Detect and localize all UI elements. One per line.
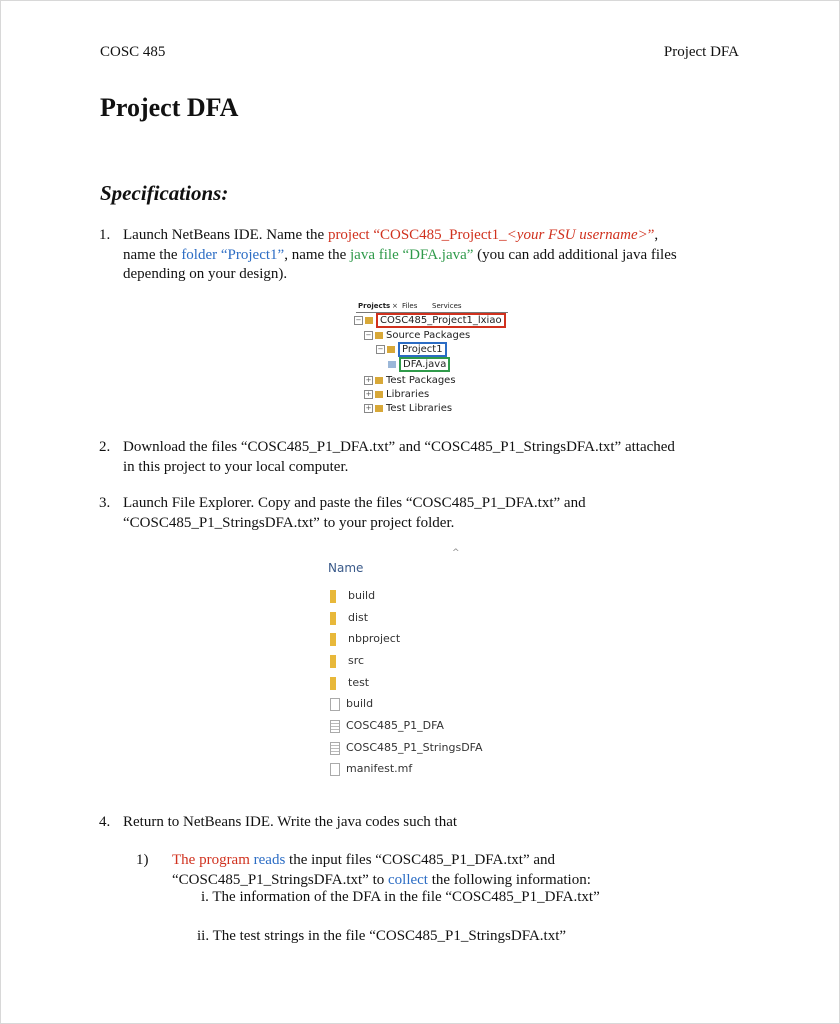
package-name: Project1 (398, 342, 447, 357)
tree-test-packages[interactable]: + Test Packages (365, 375, 456, 386)
expand-icon[interactable]: + (365, 389, 372, 398)
package-folder-icon (375, 377, 383, 384)
library-icon (375, 405, 383, 412)
package-icon (387, 346, 395, 353)
step-2: 2. Download the files “COSC485_P1_DFA.txt” and “COSC485_P1_StringsDFA.txt” attached in this project to your local computer. (99, 439, 675, 475)
step-number: 1. (99, 227, 111, 243)
expand-icon[interactable]: + (365, 375, 372, 384)
list-item[interactable]: manifest.mf (330, 762, 412, 780)
step-number: 3. (99, 495, 111, 511)
tree-source-packages[interactable]: − Source Packages (365, 330, 471, 341)
netbeans-project-tree (354, 300, 510, 418)
list-item[interactable]: COSC485_P1_DFA (330, 719, 444, 737)
tab-files[interactable]: Files (402, 302, 418, 310)
tree-java-file[interactable] (388, 359, 450, 370)
step-number: 2. (99, 439, 111, 455)
text-file-icon (330, 720, 340, 733)
project-name: COSC485_Project1_lxiao (376, 313, 506, 328)
file-explorer-list (326, 548, 516, 784)
step-4-sub-1: 1) The program reads the input files “COSC485_P1_DFA.txt” and “COSC485_P1_StringsDFA.txt” to collect the following information: (136, 852, 591, 888)
collapse-icon[interactable]: − (355, 315, 362, 324)
step-1 (99, 226, 739, 285)
tree-libraries[interactable]: + Libraries (365, 389, 430, 400)
folder-icon (330, 612, 336, 625)
list-item[interactable]: nbproject (330, 632, 400, 650)
sub-item-ii: ii. The test strings in the file “COSC485_P1_StringsDFA.txt” (197, 928, 567, 944)
step-3: 3. Launch File Explorer. Copy and paste the files “COSC485_P1_DFA.txt” and “COSC485_P1_StringsDFA.txt” to your project folder. (99, 495, 586, 531)
sub-item-i: i. The information of the DFA in the file “COSC485_P1_DFA.txt” (201, 889, 600, 905)
step-1-line-1: Launch NetBeans IDE. Name the project “COSC485_Project1_<your FSU username>”, (123, 227, 659, 243)
library-icon (375, 391, 383, 398)
java-file-name: DFA.java (399, 357, 450, 372)
package-folder-icon (375, 332, 383, 339)
folder-icon (330, 677, 336, 690)
header-project: Project DFA (663, 44, 739, 60)
folder-icon (330, 633, 336, 646)
list-item[interactable]: build (330, 589, 375, 607)
sub-number: 1) (136, 852, 149, 868)
list-item[interactable]: COSC485_P1_StringsDFA (330, 741, 483, 759)
tree-test-libraries[interactable]: + Test Libraries (365, 403, 453, 414)
tab-services[interactable]: Services (432, 302, 462, 310)
file-icon (330, 763, 340, 776)
list-item[interactable]: build (330, 697, 373, 715)
list-item[interactable]: dist (330, 611, 368, 629)
step-1-line-2: name the folder “Project1”, name the java file “DFA.java” (you can add additional java files (123, 246, 677, 263)
netbeans-tabs (356, 300, 508, 313)
list-item[interactable]: test (330, 676, 369, 694)
sort-caret-icon[interactable]: ^ (452, 548, 460, 558)
section-title: Specifications: (100, 181, 229, 205)
text-file-icon (330, 742, 340, 755)
list-item[interactable]: src (330, 654, 364, 672)
page-title: Project DFA (100, 93, 239, 122)
tree-project-node[interactable] (354, 315, 506, 326)
step-4: 4. Return to NetBeans IDE. Write the java codes such that (99, 813, 739, 833)
header-course: COSC 485 (100, 44, 166, 60)
column-header-name[interactable]: Name (328, 561, 364, 575)
folder-icon (330, 655, 336, 668)
expand-icon[interactable]: + (365, 403, 372, 412)
close-icon[interactable]: × (392, 302, 398, 310)
java-file-icon (388, 361, 396, 368)
step-number: 4. (99, 814, 111, 830)
tree-package-node[interactable] (376, 344, 447, 355)
step-1-line-3: depending on your design). (123, 266, 288, 282)
file-icon (330, 698, 340, 711)
collapse-icon[interactable]: − (365, 330, 372, 339)
project-icon (365, 317, 373, 324)
folder-icon (330, 590, 336, 603)
collapse-icon[interactable]: − (377, 344, 384, 353)
tab-projects[interactable]: Projects (358, 302, 391, 310)
